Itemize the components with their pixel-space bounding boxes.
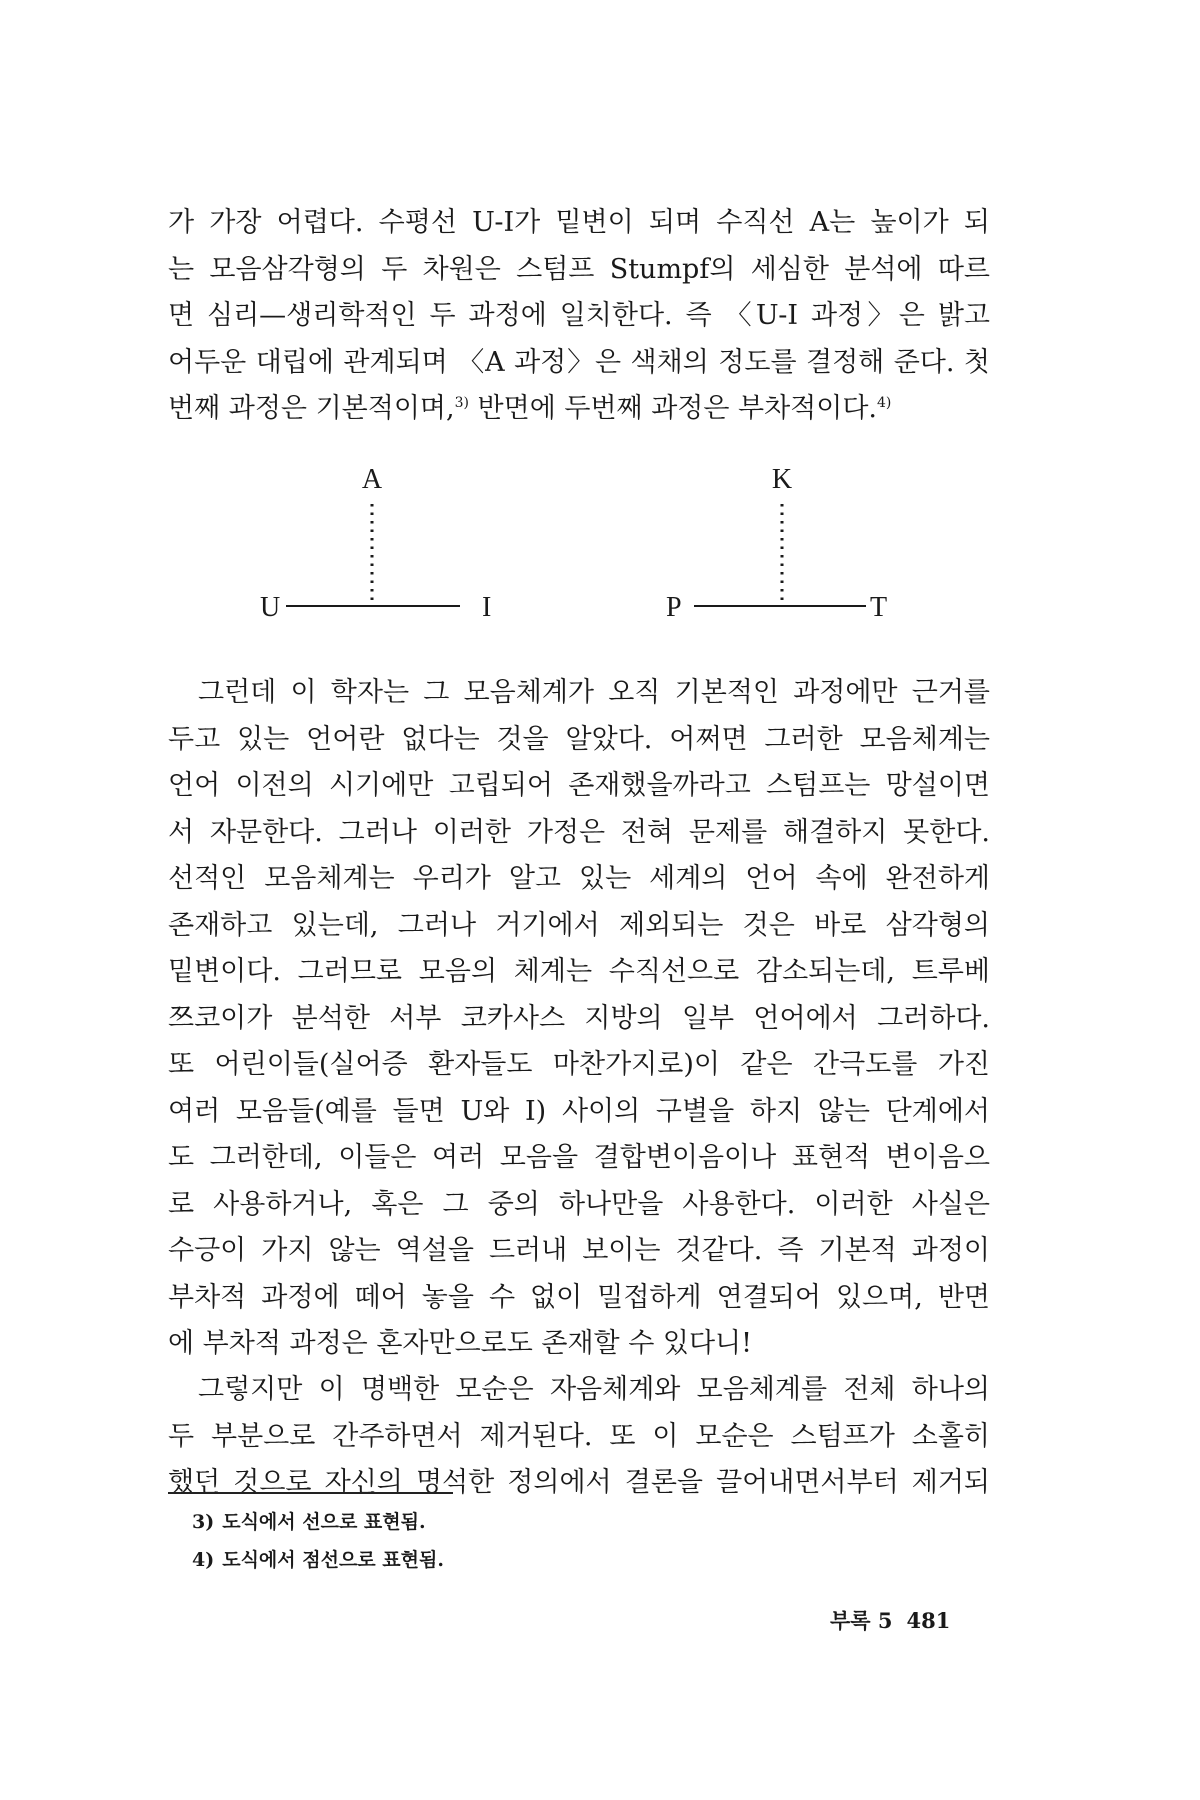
- text-line: 면 심리—생리학적인 두 과정에 일치한다. 즉 〈U-I 과정〉은 밝고: [168, 300, 990, 331]
- section-label: 부록 5: [830, 1608, 893, 1633]
- footnote-number: 3): [192, 1511, 215, 1533]
- text-line: 언어 이전의 시기에만 고립되어 존재했을까라고 스텀프는 망설이면: [168, 770, 990, 801]
- text-line: 수긍이 가지 않는 역설을 드러내 보이는 것같다. 즉 기본적 과정이: [168, 1235, 990, 1266]
- text-line: 도 그러한데, 이들은 여러 모음을 결합변이음이나 표현적 변이음으: [168, 1142, 990, 1173]
- text-line: 부차적 과정에 떼어 놓을 수 없이 밀접하게 연결되어 있으며, 반면: [168, 1281, 990, 1313]
- vowel-diagram-svg: [260, 468, 940, 638]
- label-a: A: [361, 468, 383, 495]
- footnote-3: [192, 1503, 444, 1541]
- paragraph-1: [168, 200, 990, 433]
- text-segment: 번째 과정은 기본적이며,: [168, 393, 455, 424]
- label-i: I: [482, 592, 492, 623]
- paragraph-3: [168, 1367, 990, 1507]
- footnote-text: 도식에서 선으로 표현됨.: [222, 1511, 426, 1533]
- label-p: P: [666, 592, 682, 623]
- text-line: 로 사용하거나, 혹은 그 중의 하나만을 사용한다. 이러한 사실은: [168, 1188, 990, 1220]
- text-line: 또 어린이들(실어증 환자들도 마찬가지로)이 같은 간극도를 가진: [168, 1049, 990, 1080]
- text-line: 가 가장 어렵다. 수평선 U-I가 밑변이 되며 수직선 A는 높이가 되: [168, 207, 990, 238]
- footnote-ref-4: 4): [877, 395, 892, 411]
- diagram-right: [666, 468, 887, 623]
- footnote-number: 4): [192, 1549, 215, 1571]
- text-line: 여러 모음들(예를 들면 U와 I) 사이의 구별을 하지 않는 단계에서: [168, 1095, 990, 1127]
- footnote-divider: [168, 1492, 453, 1494]
- paragraph-2: [168, 670, 990, 1368]
- text-line: 선적인 모음체계는 우리가 알고 있는 세계의 언어 속에 완전하게: [168, 863, 990, 894]
- label-k: K: [771, 468, 793, 495]
- text-line: 밑변이다. 그러므로 모음의 체계는 수직선으로 감소되는데, 트루베: [168, 956, 990, 987]
- label-t: T: [870, 592, 888, 623]
- page-number: 481: [906, 1608, 951, 1633]
- footnote-4: [192, 1541, 444, 1579]
- text-line: 에 부차적 과정은 혼자만으로도 존재할 수 있다니!: [168, 1328, 752, 1359]
- text-line: 두 부분으로 간주하면서 제거된다. 또 이 모순은 스텀프가 소홀히: [168, 1420, 990, 1452]
- footnote-text: 도식에서 점선으로 표현됨.: [222, 1549, 444, 1571]
- text-line: 존재하고 있는데, 그러나 거기에서 제외되는 것은 바로 삼각형의: [168, 909, 990, 941]
- text-line: 그런데 이 학자는 그 모음체계가 오직 기본적인 과정에만 근거를: [198, 677, 990, 708]
- text-line: 서 자문한다. 그러나 이러한 가정은 전혀 문제를 해결하지 못한다.: [168, 816, 990, 848]
- footnote-ref-3: 3): [454, 395, 469, 411]
- footnotes: [192, 1503, 444, 1579]
- text-line: 했던 것으로 자신의 명석한 정의에서 결론을 끌어내면서부터 제거되: [168, 1467, 990, 1498]
- text-line: 그렇지만 이 명백한 모순은 자음체계와 모음체계를 전체 하나의: [198, 1374, 990, 1405]
- page-footer: [830, 1605, 950, 1635]
- diagram-left: [260, 468, 491, 623]
- text-line: 는 모음삼각형의 두 차원은 스텀프 Stumpf의 세심한 분석에 따르: [168, 253, 990, 285]
- text-segment: 반면에 두번째 과정은 부차적이다.: [468, 393, 878, 424]
- text-line: 쯔코이가 분석한 서부 코카사스 지방의 일부 언어에서 그러하다.: [168, 1002, 990, 1034]
- text-line: 두고 있는 언어란 없다는 것을 알았다. 어쩌면 그러한 모음체계는: [168, 723, 990, 755]
- vowel-diagram: [260, 468, 940, 638]
- text-line: [168, 386, 990, 433]
- label-u: U: [260, 592, 281, 623]
- text-line: 어두운 대립에 관계되며 〈A 과정〉은 색채의 정도를 결정해 준다. 첫: [168, 346, 990, 378]
